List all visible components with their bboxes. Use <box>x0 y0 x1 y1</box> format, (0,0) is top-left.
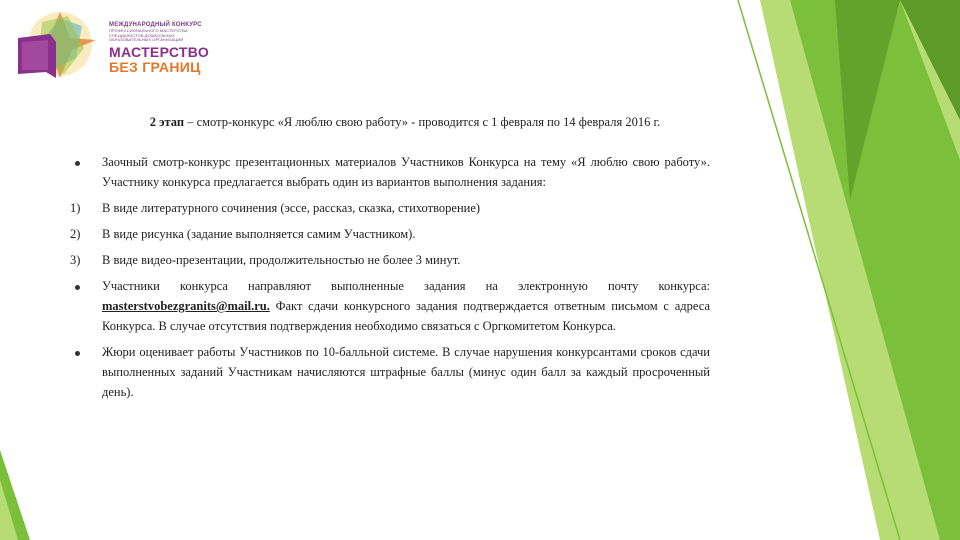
list-item <box>70 224 710 244</box>
list-item-text: В виде литературного сочинения (эссе, рассказ, сказка, стихотворение) <box>102 201 481 215</box>
bullet-icon <box>70 276 94 296</box>
logo-title-line1: МАСТЕРСТВО <box>109 43 210 60</box>
list-item-text: Факт сдачи конкурсного задания подтверждается ответным письмом с адреса Конкурса. В случае отсутствия подтверждения необходимо связаться с Оргкомитетом Конкурса. <box>102 299 710 333</box>
list-item <box>70 276 710 336</box>
list-item-text: Участники конкурса направляют выполненные задания на электронную почту конкурса: <box>102 279 710 293</box>
stage-heading-bold: 2 этап <box>149 115 185 129</box>
list-item <box>70 152 710 192</box>
bullet-icon <box>70 152 94 172</box>
slide-content <box>70 112 710 408</box>
logo-head-text: МЕЖДУНАРОДНЫЙ КОНКУРС <box>109 22 202 28</box>
list-item-text: В виде рисунка (задание выполняется самим Участником). <box>102 227 416 241</box>
stage-heading-text: – смотр-конкурс «Я люблю свою работу» - проводится с 1 февраля по 14 февраля 2016 г. <box>184 115 661 129</box>
logo-subtitle-line: СПЕЦИАЛИСТОВ ДОШКОЛЬНЫХ <box>109 32 175 38</box>
list-item-text: Заочный смотр-конкурс презентационных материалов Участников Конкурса на тему «Я люблю свою работу». Участнику конкурса предлагается выбрать один из вариантов выполнения задания: <box>102 155 710 189</box>
list-number: 1) <box>70 201 81 215</box>
logo-subtitle-line: ПРОФЕССИОНАЛЬНОГО МАСТЕРСТВА <box>109 28 188 33</box>
list-item-text: Жюри оценивает работы Участников по 10-балльной системе. В случае нарушения конкурсантами сроков сдачи выполненных заданий Участникам начисляются штрафные баллы (минус один балл за каждый просроченный день). <box>102 345 710 399</box>
list-item <box>70 198 710 218</box>
contest-email-link[interactable]: masterstvobezgranits@mail.ru. <box>102 299 270 313</box>
contest-logo <box>12 8 210 86</box>
logo-emblem-icon <box>12 8 97 86</box>
list-number: 2) <box>70 227 81 241</box>
stage-heading <box>100 112 710 132</box>
logo-title-line2: БЕЗ ГРАНИЦ <box>109 58 201 75</box>
list-item <box>70 250 710 270</box>
logo-subtitle-line: ОБРАЗОВАТЕЛЬНЫХ ОРГАНИЗАЦИЙ <box>109 37 184 43</box>
list-number: 3) <box>70 253 81 267</box>
list-item-text: В виде видео-презентации, продолжительностью не более 3 минут. <box>102 253 461 267</box>
list-item <box>70 342 710 402</box>
bullet-icon <box>70 342 94 362</box>
